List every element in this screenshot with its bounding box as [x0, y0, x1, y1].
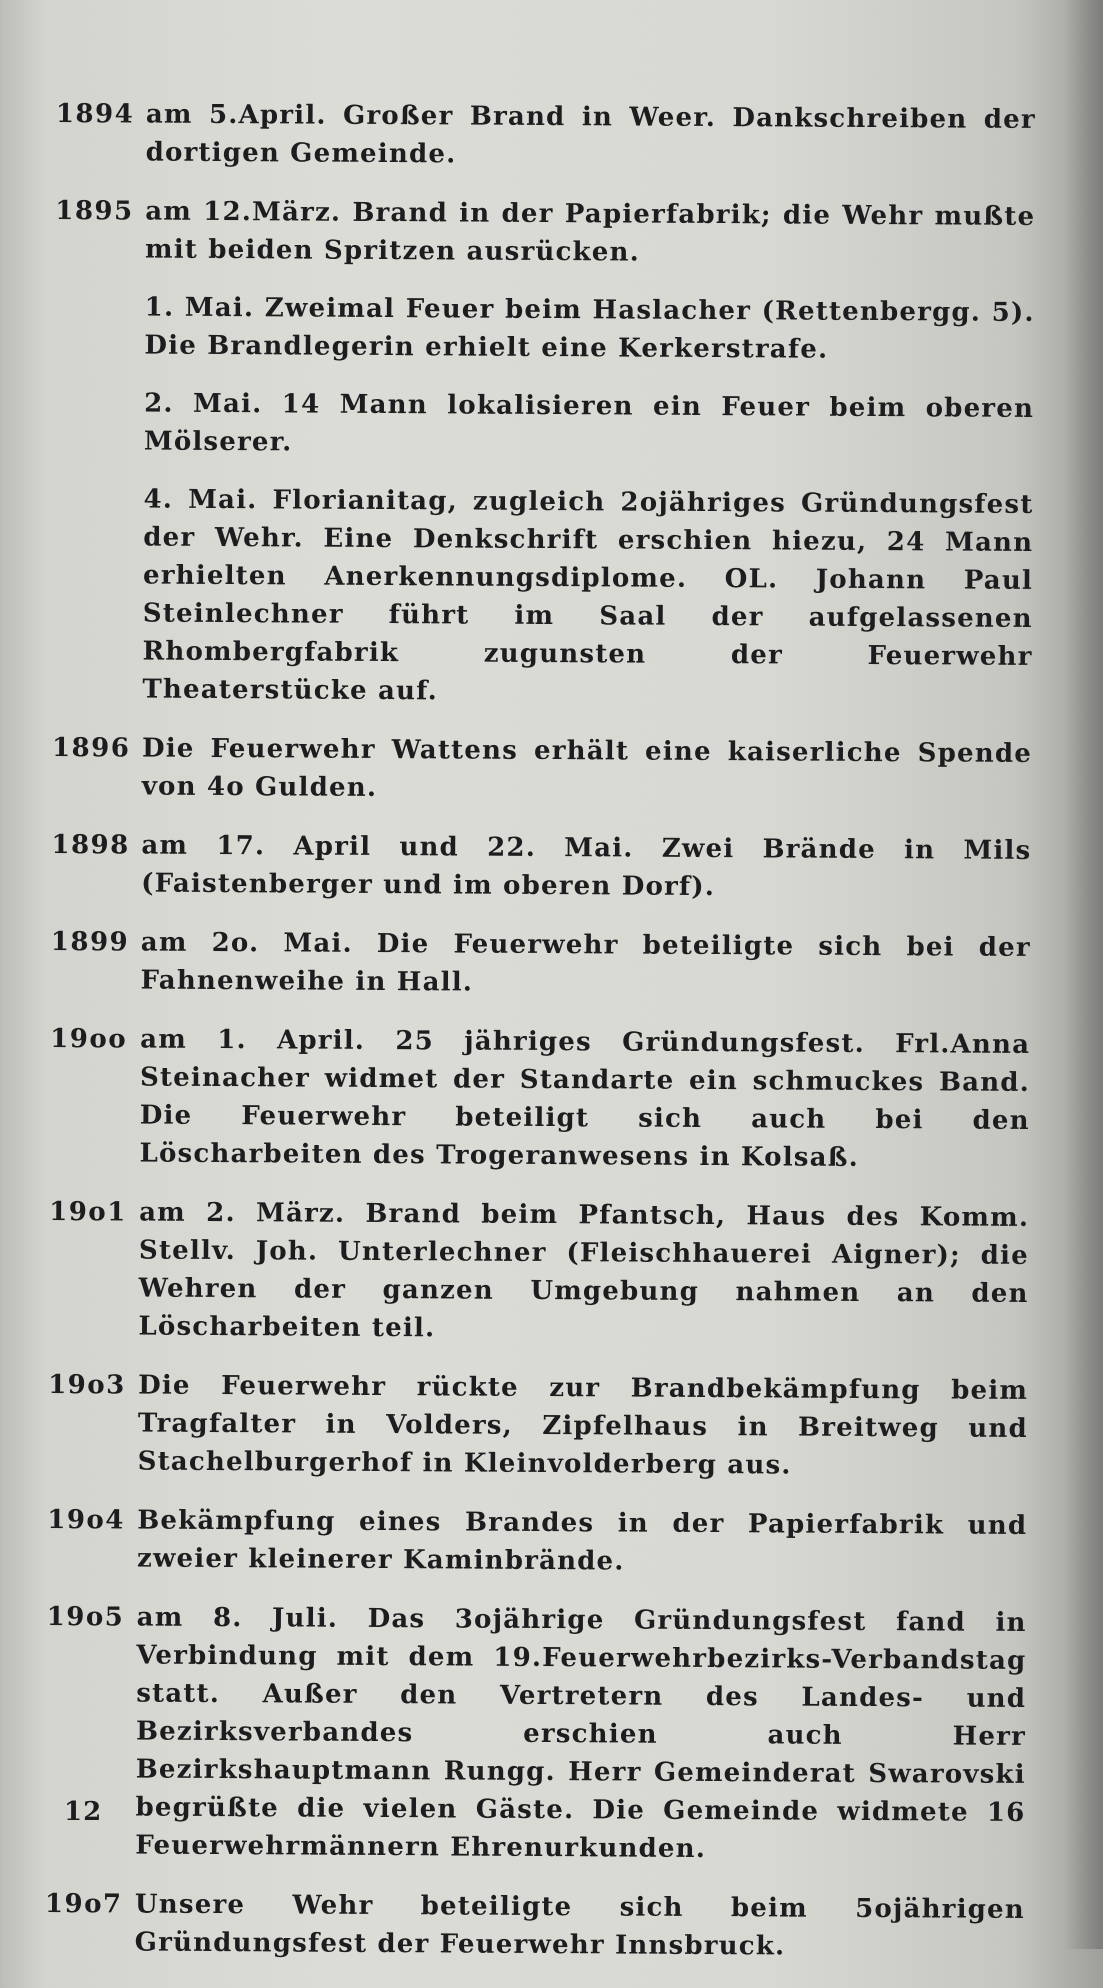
- entry-year: 19o7: [44, 1888, 123, 1920]
- entry-year: 19o3: [48, 1369, 126, 1401]
- entry-text: Bekämpfung eines Brandes in der Papierfabrik und zweier kleinerer Kaminbrände.: [136, 1505, 1028, 1577]
- page-number: 12: [64, 1797, 103, 1827]
- chronicle-entry: [45, 1598, 1027, 1870]
- entry-year: 1895: [55, 195, 134, 227]
- entry-text: 1. Mai. Zweimal Feuer beim Haslacher (Rettenbergg. 5). Die Brandlegerin erhielt eine Kerkerstrafe.: [144, 292, 1035, 365]
- entry-text: am 1. April. 25 jähriges Gründungsfest. Frl.Anna Steinacher widmet der Standarte ein schmuckes Band. Die Feuerwehr beteiligt sich auch bei den Löscharbeiten des Trogeranwesens in Kolsaß.: [139, 1024, 1031, 1173]
- chronicle-entry: [51, 826, 1031, 908]
- chronicle-entry: [48, 1193, 1029, 1351]
- entry-year: 19o5: [46, 1601, 125, 1633]
- entry-text: am 2o. Mai. Die Feuerwehr beteiligte sich bei der Fahnenweihe in Hall.: [140, 927, 1031, 998]
- entry-year: 19oo: [50, 1023, 128, 1055]
- entry-text: Unsere Wehr beteiligte sich beim 5ojährigen Gründungsfest der Feuerwehr Innsbruck.: [134, 1889, 1026, 1962]
- page-edge-shadow: [1063, 0, 1103, 1949]
- chronicle-entry: [52, 192, 1035, 714]
- entry-year: 19o1: [49, 1196, 127, 1228]
- chronicle-entry: [52, 729, 1032, 811]
- chronicle-entry: [49, 1020, 1030, 1178]
- entry-year: 1898: [51, 829, 130, 861]
- chronicle-entries: [44, 95, 1036, 1988]
- entry-year: 1894: [55, 98, 135, 130]
- entry-text: am 2. März. Brand beim Pfantsch, Haus des Komm. Stellv. Joh. Unterlechner (Fleischhauerei Aigner); die Wehren der ganzen Umgebung nahmen an den Löscharbeiten teil.: [138, 1197, 1030, 1344]
- chronicle-entry: [50, 923, 1030, 1005]
- entry-text: 4. Mai. Florianitag, zugleich 2ojähriges Gründungsfest der Wehr. Eine Denkschrift erschien hiezu, 24 Mann erhielten Anerkennungsdiplome. OL. Johann Paul Steinlechner führt im Saal der aufgelassenen Rhombergfabrik zugunsten der Feuerwehr Theaterstücke auf.: [142, 484, 1034, 707]
- entry-text: Die Feuerwehr Wattens erhält eine kaiserliche Spende von 4o Gulden.: [141, 733, 1033, 803]
- entry-year: 19o4: [47, 1504, 126, 1536]
- entry-text: am 12.März. Brand in der Papierfabrik; die Wehr mußte mit beiden Spritzen ausrücken.: [144, 196, 1036, 268]
- entry-text: Die Feuerwehr rückte zur Brandbekämpfung beim Tragfalter in Volders, Zipfelhaus in Breitweg und Stachelburgerhof in Kleinvolderberg aus.: [137, 1370, 1029, 1481]
- entry-text: am 8. Juli. Das 3ojährige Gründungsfest fand in Verbindung mit dem 19.Feuerwehrbezirks-Verbandstag statt. Außer den Vertretern des Landes- und Bezirksverbandes erschien auch Herr Bezirkshauptmann Rungg. Herr Gemeinderat Swarovski begrüßte die vielen Gäste. Die Gemeinde widmete 16 Feuerwehrmännern Ehrenurkunden.: [135, 1602, 1027, 1865]
- entry-year: 1896: [51, 732, 131, 764]
- entry-text: 2. Mai. 14 Mann lokalisieren ein Feuer beim oberen Mölserer.: [143, 388, 1035, 458]
- entry-text: am 5.April. Großer Brand in Weer. Dankschreiben der dortigen Gemeinde.: [145, 99, 1036, 170]
- chronicle-entry: [47, 1501, 1027, 1583]
- chronicle-entry: [48, 1366, 1029, 1486]
- chronicle-entry: [45, 1885, 1025, 1967]
- chronicle-entry: [56, 95, 1036, 177]
- entry-text: am 17. April und 22. Mai. Zwei Brände in Mils (Faistenberger und im oberen Dorf).: [141, 830, 1032, 903]
- entry-year: 1899: [50, 926, 130, 958]
